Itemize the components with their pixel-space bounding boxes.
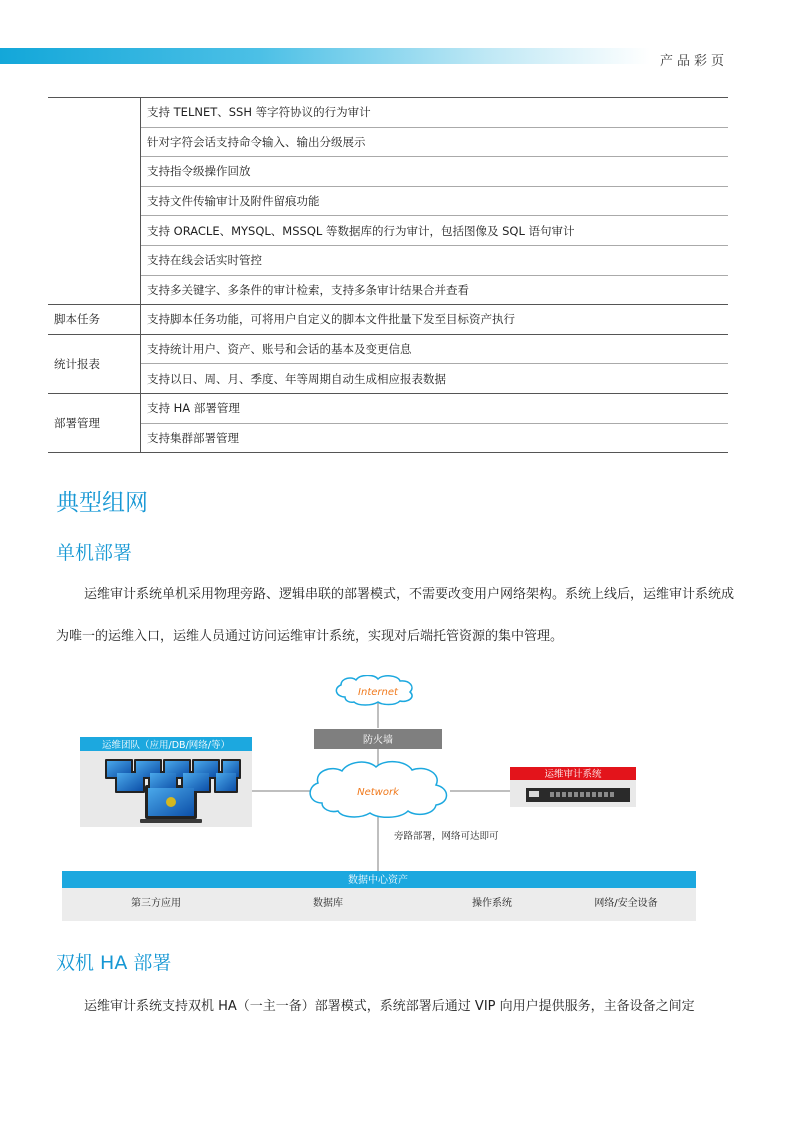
- header-title: 产品彩页: [660, 54, 729, 69]
- feature-cell: 支持 HA 部署管理: [141, 393, 729, 423]
- network-cloud-icon: [310, 762, 446, 818]
- network-diagram: [60, 675, 700, 923]
- feature-cell: 支持 ORACLE、MYSQL、MSSQL 等数据库的行为审计，包括图像及 SQL 语句审计: [141, 216, 729, 246]
- audit-appliance-icon: [526, 788, 630, 802]
- asset-label: 网络/安全设备: [594, 898, 658, 909]
- feature-cell: 支持统计用户、资产、账号和会话的基本及变更信息: [141, 334, 729, 364]
- feature-cell: 支持 TELNET、SSH 等字符协议的行为审计: [141, 98, 729, 128]
- category-cell-audit: [48, 98, 141, 305]
- feature-cell: 支持集群部署管理: [141, 423, 729, 453]
- firewall-label: 防火墙: [363, 735, 393, 746]
- feature-cell: 支持文件传输审计及附件留痕功能: [141, 186, 729, 216]
- feature-cell: 支持多关键字、多条件的审计检索，支持多条审计结果合并查看: [141, 275, 729, 305]
- section-title: 典型组网: [56, 490, 148, 516]
- single-deploy-text: 运维审计系统单机采用物理旁路、逻辑串联的部署模式，不需要改变用户网络架构。系统上线后，运维审计系统成为唯一的运维入口，运维人员通过访问运维审计系统，实现对后端托管资源的集中管理。: [56, 587, 735, 644]
- ha-deploy-title: 双机 HA 部署: [56, 952, 172, 974]
- category-cell-report: 统计报表: [48, 334, 141, 393]
- network-label: Network: [357, 787, 399, 798]
- team-label: 运维团队（应用/DB/网络/等）: [102, 740, 230, 751]
- feature-cell: 支持指令级操作回放: [141, 157, 729, 187]
- category-cell-script: 脚本任务: [48, 305, 141, 335]
- feature-cell: 支持脚本任务功能，可将用户自定义的脚本文件批量下发至目标资产执行: [141, 305, 729, 335]
- datacenter-label: 数据中心资产: [348, 875, 408, 886]
- feature-cell: 支持在线会话实时管控: [141, 245, 729, 275]
- feature-table: [48, 97, 728, 453]
- feature-cell: 支持以日、周、月、季度、年等周期自动生成相应报表数据: [141, 364, 729, 394]
- asset-label: 操作系统: [472, 898, 512, 909]
- single-deploy-title: 单机部署: [56, 542, 133, 564]
- bypass-label: 旁路部署，网络可达即可: [394, 831, 499, 842]
- ha-deploy-text: 运维审计系统支持双机 HA（一主一备）部署模式，系统部署后通过 VIP 向用户提供服务，主备设备之间定: [84, 999, 695, 1014]
- audit-label: 运维审计系统: [544, 769, 602, 780]
- asset-label: 第三方应用: [131, 898, 181, 909]
- internet-cloud-icon: [336, 675, 412, 705]
- header-bar: [0, 48, 650, 64]
- ha-deploy-paragraph: [56, 986, 738, 1028]
- single-deploy-paragraph: [56, 574, 738, 658]
- asset-label: 数据库: [313, 898, 343, 909]
- category-cell-deploy: 部署管理: [48, 393, 141, 452]
- feature-cell: 针对字符会话支持命令输入、输出分级展示: [141, 127, 729, 157]
- internet-label: Internet: [358, 687, 398, 698]
